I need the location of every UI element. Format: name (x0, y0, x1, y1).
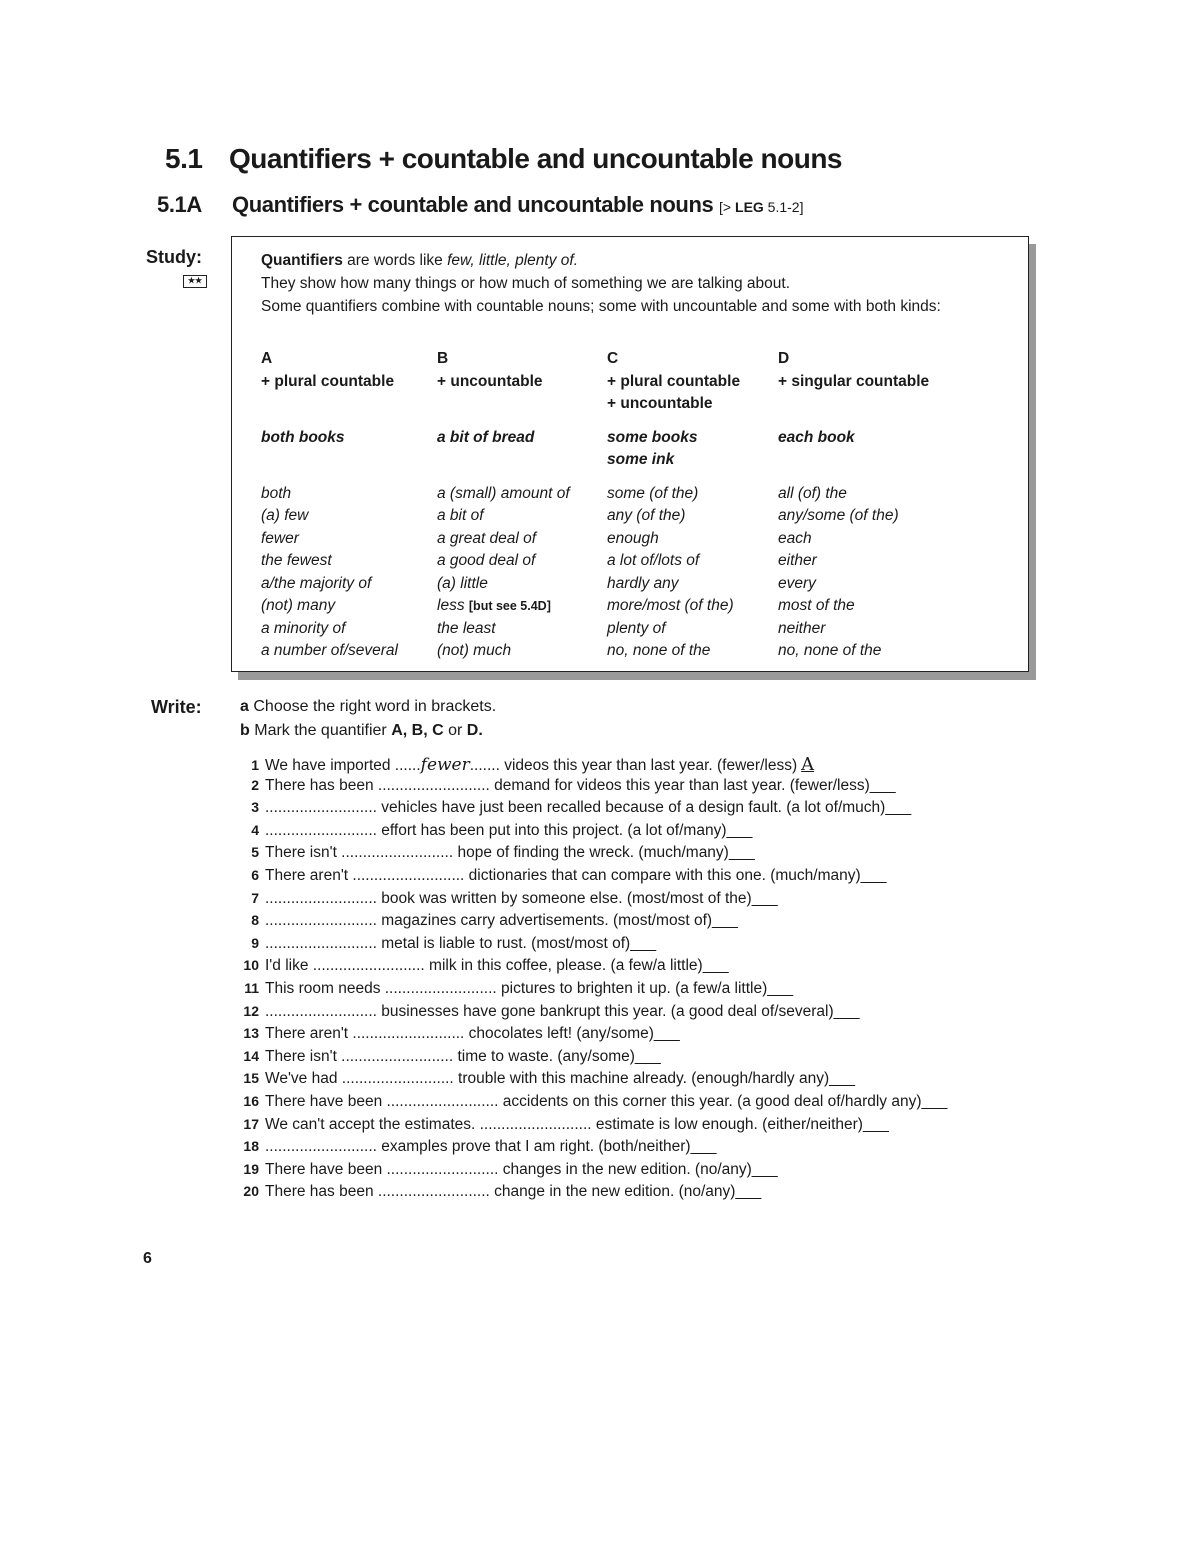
quantifier-item: any (of the) (607, 507, 686, 524)
study-intro: Quantifiers are words like few, little, plenty of. They show how many things or how much of something we are talking about. Some quantifiers combine with countable nouns; some with uncountable and some with both kinds: (261, 252, 941, 315)
column-example-2: some ink (607, 451, 675, 468)
exercise-number: 16 (243, 1092, 259, 1109)
answer-blank[interactable]: ___ (728, 844, 755, 862)
quantifier-column-b (437, 348, 570, 663)
exercise-item (230, 957, 1070, 980)
column-example-2 (437, 449, 570, 472)
write-label: Write: (151, 697, 202, 717)
column-type: + singular countable (778, 372, 930, 390)
exercise-text: There has been .......................... demand for videos this year than last year. (fewer/less) (265, 776, 870, 794)
exercise-list (230, 754, 1070, 1206)
exercise-text: There have been .......................... accidents on this corner this year. (a good deal of/hardly any) (265, 1092, 922, 1110)
exercise-item (230, 1025, 1070, 1048)
subsection-number: 5.1A (157, 192, 202, 217)
exercise-number: 20 (243, 1183, 259, 1200)
exercise-number: 15 (243, 1070, 259, 1087)
exercise-number: 19 (243, 1160, 259, 1177)
column-example: a bit of bread (437, 428, 535, 446)
exercise-item (230, 980, 1070, 1003)
answer-blank[interactable]: ___ (735, 1183, 762, 1201)
subsection-title (157, 192, 804, 218)
exercise-text: We've had .......................... trouble with this machine already. (enough/hardly any) (265, 1070, 830, 1088)
exercise-item (230, 844, 1070, 867)
quantifier-item: every (778, 574, 816, 592)
quantifier-item: both (261, 484, 292, 502)
quantifier-item: (not) many (261, 597, 336, 614)
exercise-number: 13 (243, 1025, 259, 1042)
quantifier-item: a great deal of (437, 529, 537, 547)
exercise-text: .......................... magazines carry advertisements. (most/most of) (265, 912, 713, 930)
quantifier-item: fewer (261, 529, 299, 547)
exercise-number: 1 (251, 757, 259, 773)
quantifier-item: (a) little (437, 574, 488, 592)
exercise-text: We have imported ......fewer....... videos this year than last year. (fewer/less) (265, 755, 798, 775)
quantifier-item: a (small) amount of (437, 484, 570, 502)
column-letter: D (778, 350, 790, 367)
column-example: each book (778, 428, 855, 446)
exercise-text: We can't accept the estimates. .......................... estimate is low enough. (either/neither) (265, 1115, 863, 1133)
column-type-2: + uncountable (607, 395, 713, 412)
exercise-item (230, 1070, 1070, 1093)
exercise-number: 11 (244, 979, 259, 996)
exercise-text: .......................... metal is liable to rust. (most/most of) (265, 934, 631, 952)
exercise-item (230, 799, 1070, 822)
exercise-item (230, 822, 1070, 845)
quantifier-item: some (of the) (607, 484, 699, 502)
quantifier-item: a/the majority of (261, 574, 372, 592)
exercise-number: 17 (243, 1115, 259, 1132)
quantifier-item: more/most (of the) (607, 597, 734, 614)
study-label: Study: (146, 247, 202, 267)
exercise-number: 12 (243, 1002, 259, 1019)
study-box (231, 236, 1029, 672)
section-title-text: Quantifiers + countable and uncountable nouns (229, 143, 842, 174)
exercise-number: 10 (243, 957, 259, 974)
exercise-item (230, 867, 1070, 890)
exercise-item (230, 1003, 1070, 1026)
exercise-number: 18 (243, 1138, 259, 1155)
column-type: + uncountable (437, 372, 543, 390)
exercise-text: .......................... examples prove that I am right. (both/neither) (265, 1138, 691, 1156)
column-note: [but see 5.4D] (468, 599, 551, 613)
answer-blank[interactable]: ___ (829, 1070, 855, 1088)
exercise-text: There isn't .......................... hope of finding the wreck. (much/many) (265, 844, 729, 862)
quantifier-item: any/some (of the) (778, 507, 899, 524)
exercise-number: 9 (251, 934, 259, 951)
page-number: 6 (143, 1250, 152, 1267)
instruction-b: b Mark the quantifier A, B, C or D. (240, 722, 483, 739)
exercise-item (230, 1093, 1070, 1116)
answer-blank[interactable]: ___ (653, 1025, 680, 1043)
exercise-text: This room needs .......................... pictures to brighten it up. (a few/a little) (265, 979, 768, 997)
exercise-item (230, 777, 1070, 800)
column-letter: A (261, 350, 273, 367)
cassette-icon: ★★ (183, 275, 207, 288)
exercise-number: 6 (251, 866, 259, 883)
answer-blank[interactable]: ___ (921, 1092, 948, 1110)
answer-blank[interactable]: ___ (690, 1138, 717, 1156)
exercise-text: There have been .......................... changes in the new edition. (no/any) (265, 1160, 752, 1178)
quantifier-column-d (778, 348, 929, 663)
exercise-item (230, 754, 1070, 777)
exercise-item (230, 912, 1070, 935)
exercise-text: I'd like .......................... milk in this coffee, please. (a few/a little) (265, 957, 703, 975)
column-letter: C (607, 350, 619, 367)
section-title (165, 143, 842, 175)
answer-blank[interactable]: ___ (702, 957, 729, 975)
quantifier-column-a (261, 348, 398, 663)
exercise-number: 2 (251, 776, 259, 793)
answer-blank[interactable]: ___ (634, 1047, 661, 1065)
answer-blank[interactable]: ___ (860, 866, 887, 884)
column-example: some books (607, 428, 698, 446)
exercise-text: There aren't .......................... chocolates left! (any/some) (265, 1025, 654, 1043)
column-type-2 (437, 393, 570, 416)
answer-blank[interactable]: ___ (869, 776, 896, 794)
exercise-text: .......................... book was written by someone else. (most/most of the) (265, 889, 752, 907)
quantifier-item: a minority of (261, 619, 346, 637)
quantifier-item: (not) much (437, 642, 512, 659)
exercise-text: .......................... effort has been put into this project. (a lot of/many) (265, 821, 727, 839)
exercise-number: 5 (251, 844, 259, 861)
column-type-2 (778, 393, 929, 416)
quantifier-item: the fewest (261, 552, 332, 569)
quantifier-item: a number of/several (261, 642, 398, 659)
quantifier-item: neither (778, 619, 826, 637)
quantifier-item: all (of) the (778, 484, 847, 502)
exercise-number: 8 (251, 912, 259, 929)
exercise-item (230, 1161, 1070, 1184)
quantifier-item: hardly any (607, 574, 679, 592)
section-number: 5.1 (165, 143, 203, 174)
exercise-number: 3 (251, 799, 259, 816)
subsection-title-text: Quantifiers + countable and uncountable nouns (232, 192, 714, 217)
answer-blank[interactable]: ___ (751, 1160, 778, 1178)
exercise-text: There aren't .......................... dictionaries that can compare with this one. (much/many) (265, 866, 861, 884)
answer-blank[interactable]: ___ (726, 821, 753, 839)
handwritten-answer[interactable]: fewer (420, 755, 470, 775)
quantifier-item: plenty of (607, 619, 666, 637)
answer-blank[interactable]: ___ (833, 1002, 860, 1020)
exercise-item (230, 1048, 1070, 1071)
exercise-item (230, 935, 1070, 958)
exercise-text: .......................... vehicles have just been recalled because of a design fault. (a lot of/much) (265, 799, 886, 817)
answer-blank[interactable]: A (801, 754, 815, 775)
exercise-text: There isn't .......................... time to waste. (any/some) (265, 1047, 635, 1065)
column-example-2 (778, 449, 929, 472)
quantifier-item: enough (607, 529, 659, 547)
exercise-item (230, 890, 1070, 913)
quantifier-item: less [but see 5.4D] (437, 597, 551, 614)
quantifier-item: a good deal of (437, 552, 536, 569)
answer-blank[interactable]: ___ (630, 934, 657, 952)
answer-blank[interactable]: ___ (712, 912, 738, 930)
exercise-item (230, 1138, 1070, 1161)
quantifier-item: the least (437, 619, 496, 637)
column-type-2 (261, 393, 398, 416)
answer-blank[interactable]: ___ (767, 979, 794, 997)
answer-blank[interactable]: ___ (862, 1115, 889, 1133)
quantifier-item: (a) few (261, 507, 309, 524)
column-example-2 (261, 449, 398, 472)
quantifier-item: either (778, 552, 817, 569)
quantifier-item: a bit of (437, 507, 484, 524)
column-letter: B (437, 350, 449, 367)
answer-blank[interactable]: ___ (751, 889, 778, 907)
quantifier-item: no, none of the (607, 642, 711, 659)
column-type: + plural countable (261, 372, 395, 390)
exercise-text: There has been .......................... change in the new edition. (no/any) (265, 1183, 736, 1201)
quantifier-column-c (607, 348, 740, 663)
grammar-reference: [> LEG 5.1-2] (719, 199, 804, 215)
quantifier-item: no, none of the (778, 642, 882, 659)
column-type: + plural countable (607, 372, 741, 390)
answer-blank[interactable]: ___ (885, 799, 912, 817)
exercise-number: 14 (243, 1047, 259, 1064)
exercise-text: .......................... businesses have gone bankrupt this year. (a good deal of/several) (265, 1002, 834, 1020)
quantifier-item: a lot of/lots of (607, 552, 700, 569)
exercise-number: 7 (251, 889, 259, 906)
exercise-item (230, 1183, 1070, 1206)
quantifier-item: each (778, 529, 812, 547)
quantifier-item: most of the (778, 597, 855, 614)
instruction-a: a Choose the right word in brackets. (240, 698, 497, 715)
exercise-item (230, 1116, 1070, 1139)
exercise-number: 4 (251, 821, 259, 838)
column-example: both books (261, 428, 345, 446)
